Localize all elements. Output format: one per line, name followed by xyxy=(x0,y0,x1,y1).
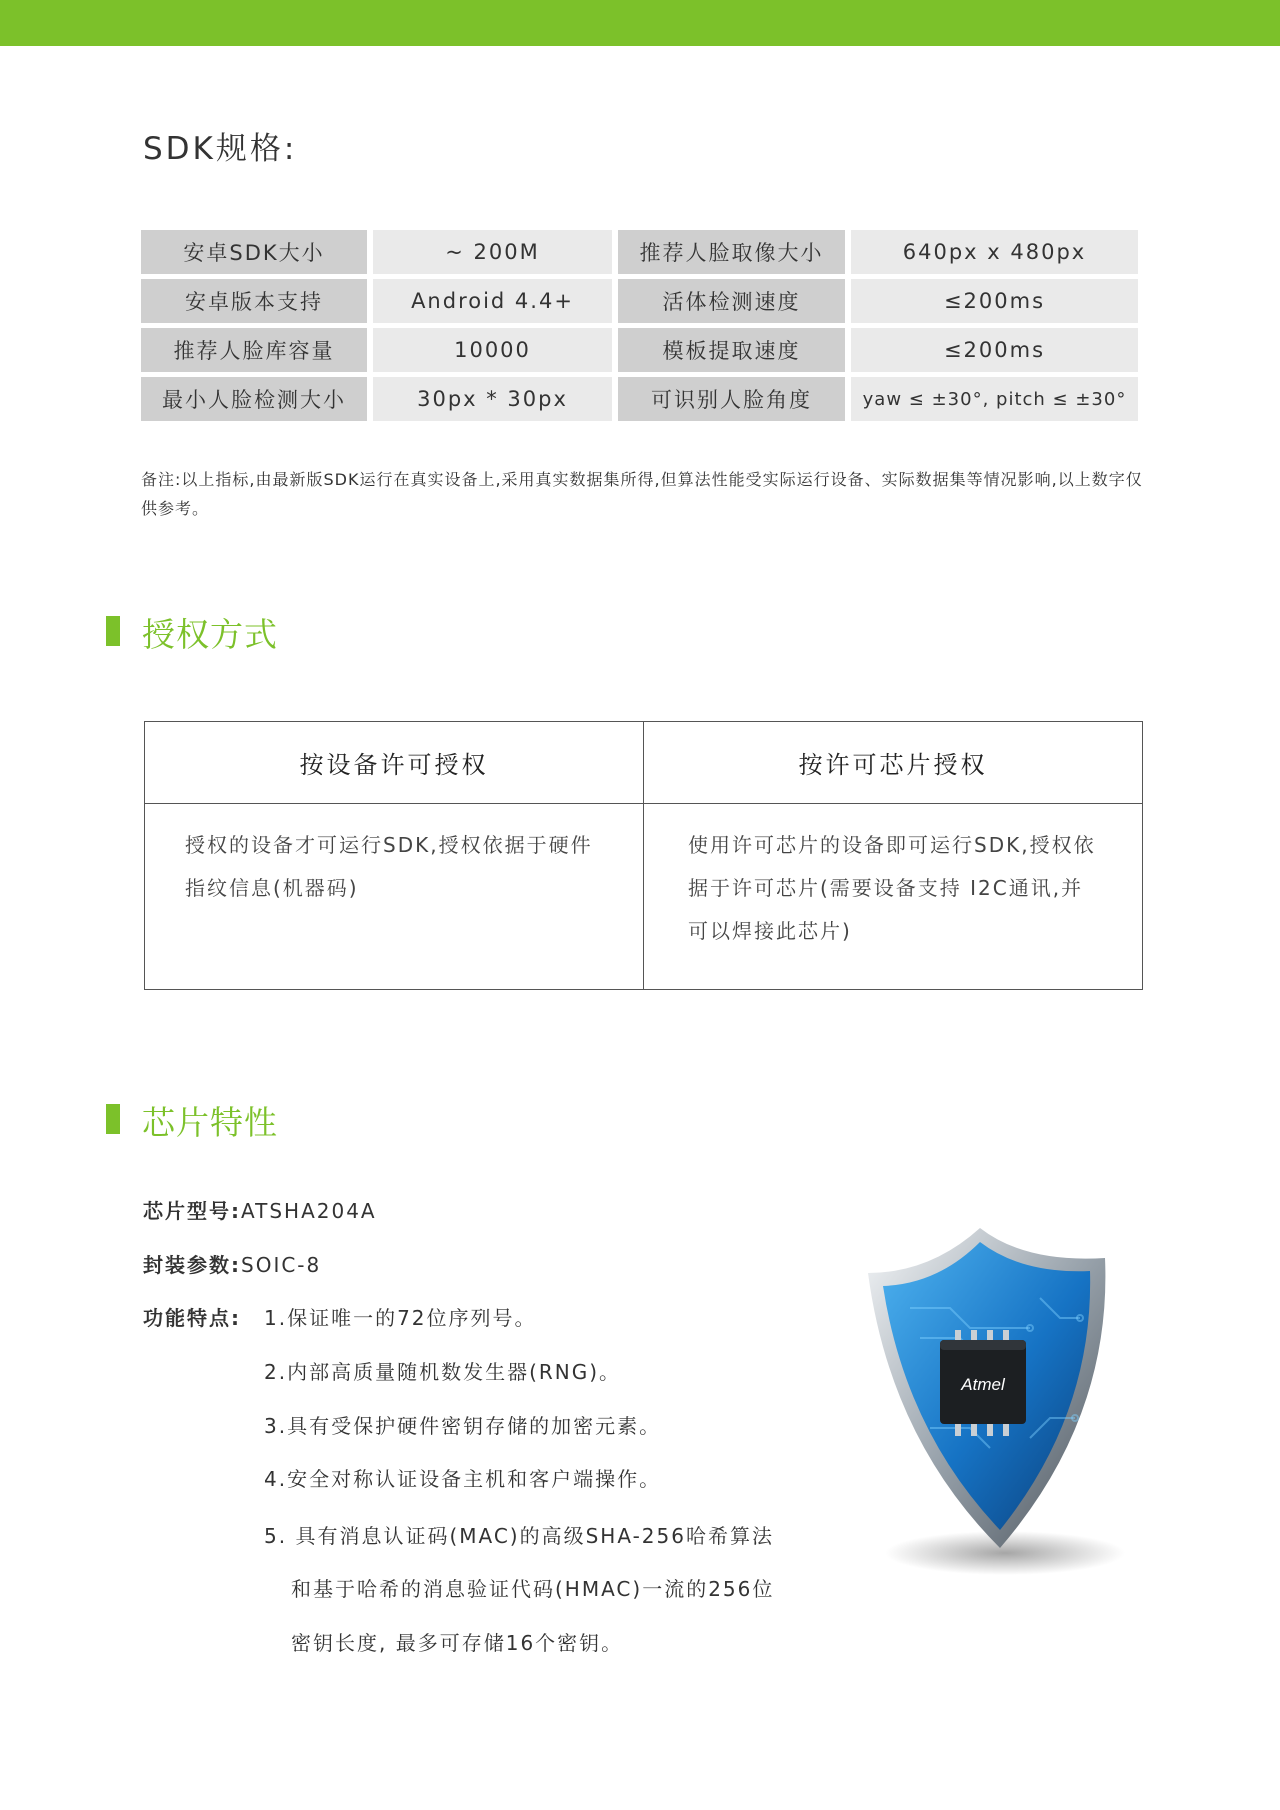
spec-key: 安卓SDK大小 xyxy=(141,230,367,274)
spec-value: ~ 200M xyxy=(373,230,612,274)
table-row xyxy=(141,230,1138,274)
spec-value: Android 4.4+ xyxy=(373,279,612,323)
security-shield-chip-image xyxy=(850,1218,1130,1578)
auth-cell-text: 授权的设备才可运行SDK,授权依据于硬件指纹信息(机器码) xyxy=(185,833,593,900)
table-row xyxy=(145,804,1143,990)
section-marker xyxy=(106,1104,120,1134)
spec-note: 备注:以上指标,由最新版SDK运行在真实设备上,采用真实数据集所得,但算法性能受实际运行设备、实际数据集等情况影响,以上数字仅供参考。 xyxy=(141,470,1143,518)
spec-key: 最小人脸检测大小 xyxy=(141,377,367,421)
chip-model-label: 芯片型号: xyxy=(143,1199,241,1223)
auth-cell xyxy=(644,804,1143,990)
feature-item: 2.内部高质量随机数发生器(RNG)。 xyxy=(264,1360,622,1384)
spec-key: 活体检测速度 xyxy=(618,279,845,323)
chip-model xyxy=(143,1195,377,1224)
spec-value: 30px * 30px xyxy=(373,377,612,421)
auth-cell xyxy=(145,804,644,990)
table-row xyxy=(141,377,1138,421)
feature-item-continued: 和基于哈希的消息验证代码(HMAC)一流的256位 xyxy=(291,1577,775,1601)
chip-package-label: 封装参数: xyxy=(143,1253,241,1277)
spec-key: 安卓版本支持 xyxy=(141,279,367,323)
section-title: 芯片特性 xyxy=(142,1103,278,1142)
spec-key: 推荐人脸取像大小 xyxy=(618,230,845,274)
auth-header: 按许可芯片授权 xyxy=(644,722,1143,804)
section-title: 授权方式 xyxy=(142,615,278,654)
feature-item: 1.保证唯一的72位序列号。 xyxy=(264,1306,537,1330)
table-row xyxy=(145,722,1143,804)
spec-value: yaw ≤ ±30°, pitch ≤ ±30° xyxy=(851,377,1138,421)
chip-features-label xyxy=(143,1302,241,1331)
chip-brand-logo: Atmel xyxy=(961,1375,1005,1394)
auth-header: 按设备许可授权 xyxy=(145,722,644,804)
sdk-spec-title: SDK规格: xyxy=(143,131,298,167)
spec-value: 640px x 480px xyxy=(851,230,1138,274)
chip-package-value: SOIC-8 xyxy=(241,1253,322,1277)
features-label: 功能特点: xyxy=(143,1306,241,1330)
auth-cell-text: 使用许可芯片的设备即可运行SDK,授权依据于许可芯片(需要设备支持 I2C通讯,并可以焊接此芯片) xyxy=(688,833,1096,943)
feature-item-continued: 密钥长度, 最多可存储16个密钥。 xyxy=(291,1631,624,1655)
table-row xyxy=(141,279,1138,323)
chip-model-value: ATSHA204A xyxy=(241,1199,377,1223)
auth-table xyxy=(144,721,1143,990)
spec-value: 10000 xyxy=(373,328,612,372)
spec-key: 推荐人脸库容量 xyxy=(141,328,367,372)
spec-value: ≤200ms xyxy=(851,328,1138,372)
top-accent-bar xyxy=(0,0,1280,46)
spec-value: ≤200ms xyxy=(851,279,1138,323)
chip-package xyxy=(143,1249,321,1278)
table-row xyxy=(141,328,1138,372)
spec-key: 可识别人脸角度 xyxy=(618,377,845,421)
feature-item: 4.安全对称认证设备主机和客户端操作。 xyxy=(264,1467,662,1491)
spec-key: 模板提取速度 xyxy=(618,328,845,372)
section-marker xyxy=(106,616,120,646)
feature-item: 3.具有受保护硬件密钥存储的加密元素。 xyxy=(264,1414,662,1438)
feature-item: 5. 具有消息认证码(MAC)的高级SHA-256哈希算法 xyxy=(264,1524,774,1548)
sdk-spec-table xyxy=(135,225,1144,426)
